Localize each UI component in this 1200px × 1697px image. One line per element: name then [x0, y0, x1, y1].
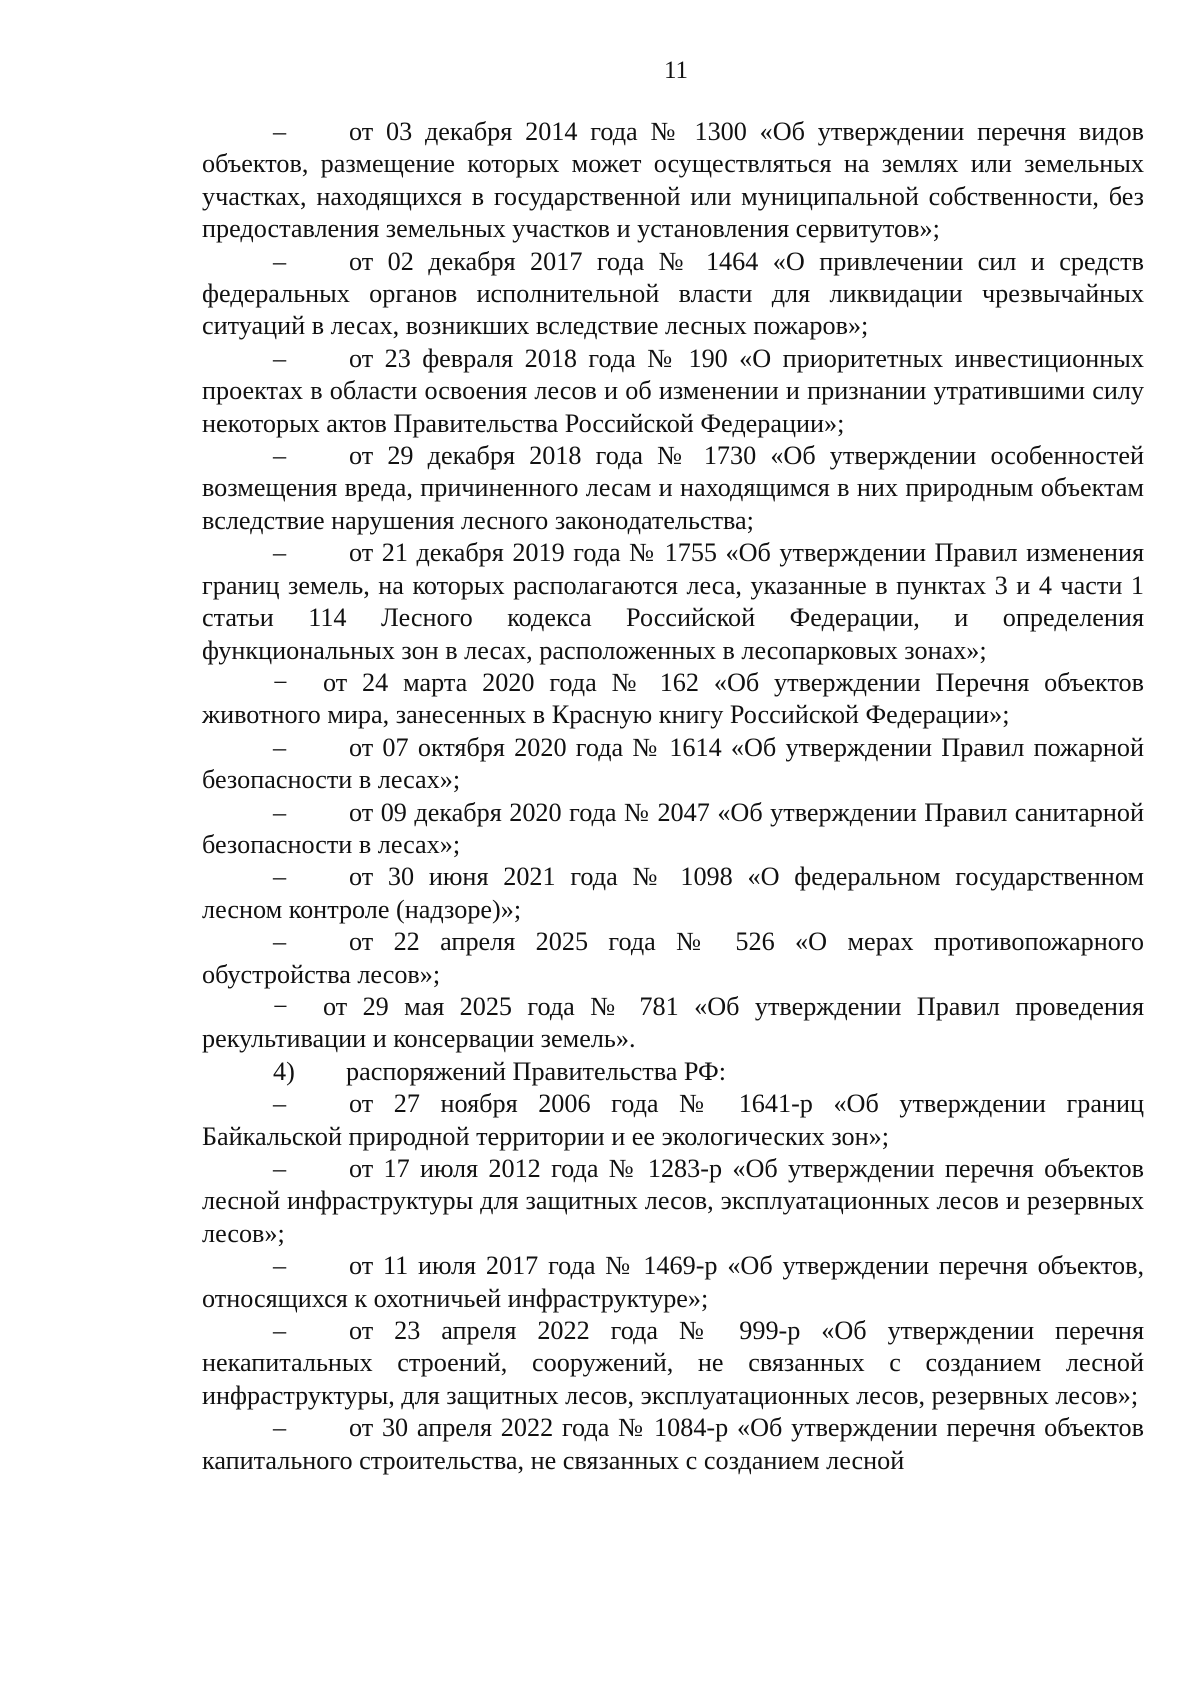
list-marker: – [273, 862, 287, 892]
list-item [202, 926, 1144, 991]
list-item-text: от 03 декабря 2014 года № 1300 «Об утверждении перечня видов объектов, размещение которых может осуществляться на землях или земельных участках, находящихся в государственной или муниципальной собственности, без предоставления земельных участков и установления сервитутов»; [202, 117, 1144, 244]
list-marker: – [273, 117, 287, 146]
section-heading [202, 1056, 1144, 1088]
list-item-text: от 02 декабря 2017 года № 1464 «О привлечении сил и средств федеральных органов исполнительной власти для ликвидации чрезвычайных ситуаций в лесах, возникших вследствие лесных пожаров»; [202, 246, 1144, 341]
list-marker: – [273, 1251, 287, 1281]
list-item [202, 246, 1144, 343]
list-item-text: от 21 декабря 2019 года № 1755 «Об утверждении Правил изменения границ земель, на которых располагаются леса, указанные в пунктах 3 и 4 части 1 статьи 114 Лесного кодекса Российской Федерации, и определения функциональных зон в лесах, расположенных в лесопарковых зонах»; [202, 538, 1144, 665]
list-item [202, 116, 1144, 246]
list-item-text: от 11 июля 2017 года № 1469-р «Об утверждении перечня объектов, относящихся к охотничьей инфраструктуре»; [202, 1251, 1144, 1313]
list-item [202, 1315, 1144, 1412]
list-item-text: от 17 июля 2012 года № 1283-р «Об утверждении перечня объектов лесной инфраструктуры для защитных лесов, эксплуатационных лесов и резервных лесов»; [202, 1154, 1144, 1248]
list-item [202, 1153, 1144, 1250]
list-marker: − [273, 991, 288, 1021]
list-item [202, 667, 1144, 732]
page-number: 11 [663, 57, 689, 84]
list-item-text: от 30 апреля 2022 года № 1084-р «Об утверждении перечня объектов капитального строительства, не связанных с созданием лесной [202, 1413, 1144, 1475]
list-marker: – [273, 797, 287, 827]
list-item [202, 440, 1144, 537]
list-marker: – [273, 1316, 287, 1346]
list-item [202, 797, 1144, 862]
list-item-text: от 24 марта 2020 года № 162 «Об утверждении Перечня объектов животного мира, занесенных в Красную книгу Российской Федерации»; [202, 667, 1144, 730]
list-item-text: от 07 октября 2020 года № 1614 «Об утверждении Правил пожарной безопасности в лесах»; [202, 732, 1144, 795]
list-marker: – [273, 1089, 287, 1119]
list-marker: – [273, 246, 287, 276]
list-item-text: от 22 апреля 2025 года № 526 «О мерах противопожарного обустройства лесов»; [202, 927, 1144, 989]
list-item-text: от 09 декабря 2020 года № 2047 «Об утверждении Правил санитарной безопасности в лесах»; [202, 797, 1144, 859]
list-item [202, 1250, 1144, 1315]
list-marker: – [273, 1413, 287, 1443]
list-item-text: от 23 февраля 2018 года № 190 «О приоритетных инвестиционных проектах в области освоения лесов и об изменении и признании утратившими силу некоторых актов Правительства Российской Федерации»; [202, 343, 1144, 438]
list-item [202, 1088, 1144, 1153]
list-item [202, 537, 1144, 667]
list-item-text: от 23 апреля 2022 года № 999-р «Об утверждении перечня некапитальных строений, сооружений, не связанных с созданием лесной инфраструктуры, для защитных лесов, эксплуатационных лесов, резервных лесов»; [202, 1316, 1144, 1410]
list-item [202, 732, 1144, 797]
list-item-text: от 29 мая 2025 года № 781 «Об утверждении Правил проведения рекультивации и консервации земель». [202, 991, 1144, 1054]
list-item-text: от 29 декабря 2018 года № 1730 «Об утверждении особенностей возмещения вреда, причиненного лесам и находящимся в них природным объектам вследствие нарушения лесного законодательства; [202, 441, 1144, 535]
list-item-text: от 30 июня 2021 года № 1098 «О федеральном государственном лесном контроле (надзоре)»; [202, 862, 1144, 924]
section-heading-text: распоряжений Правительства РФ: [346, 1056, 726, 1086]
list-marker: – [273, 343, 287, 373]
list-marker: – [273, 538, 287, 568]
list-item [202, 343, 1144, 440]
list-marker: – [273, 732, 287, 762]
list-marker: – [273, 441, 287, 471]
list-marker: − [273, 667, 288, 697]
section-number: 4) [273, 1056, 295, 1086]
document-body [202, 116, 1144, 1477]
list-item [202, 991, 1144, 1056]
list-item [202, 861, 1144, 926]
list-item [202, 1412, 1144, 1477]
list-item-text: от 27 ноября 2006 года № 1641-р «Об утверждении границ Байкальской природной территории и ее экологических зон»; [202, 1089, 1144, 1151]
list-marker: – [273, 927, 287, 957]
list-marker: – [273, 1154, 287, 1183]
